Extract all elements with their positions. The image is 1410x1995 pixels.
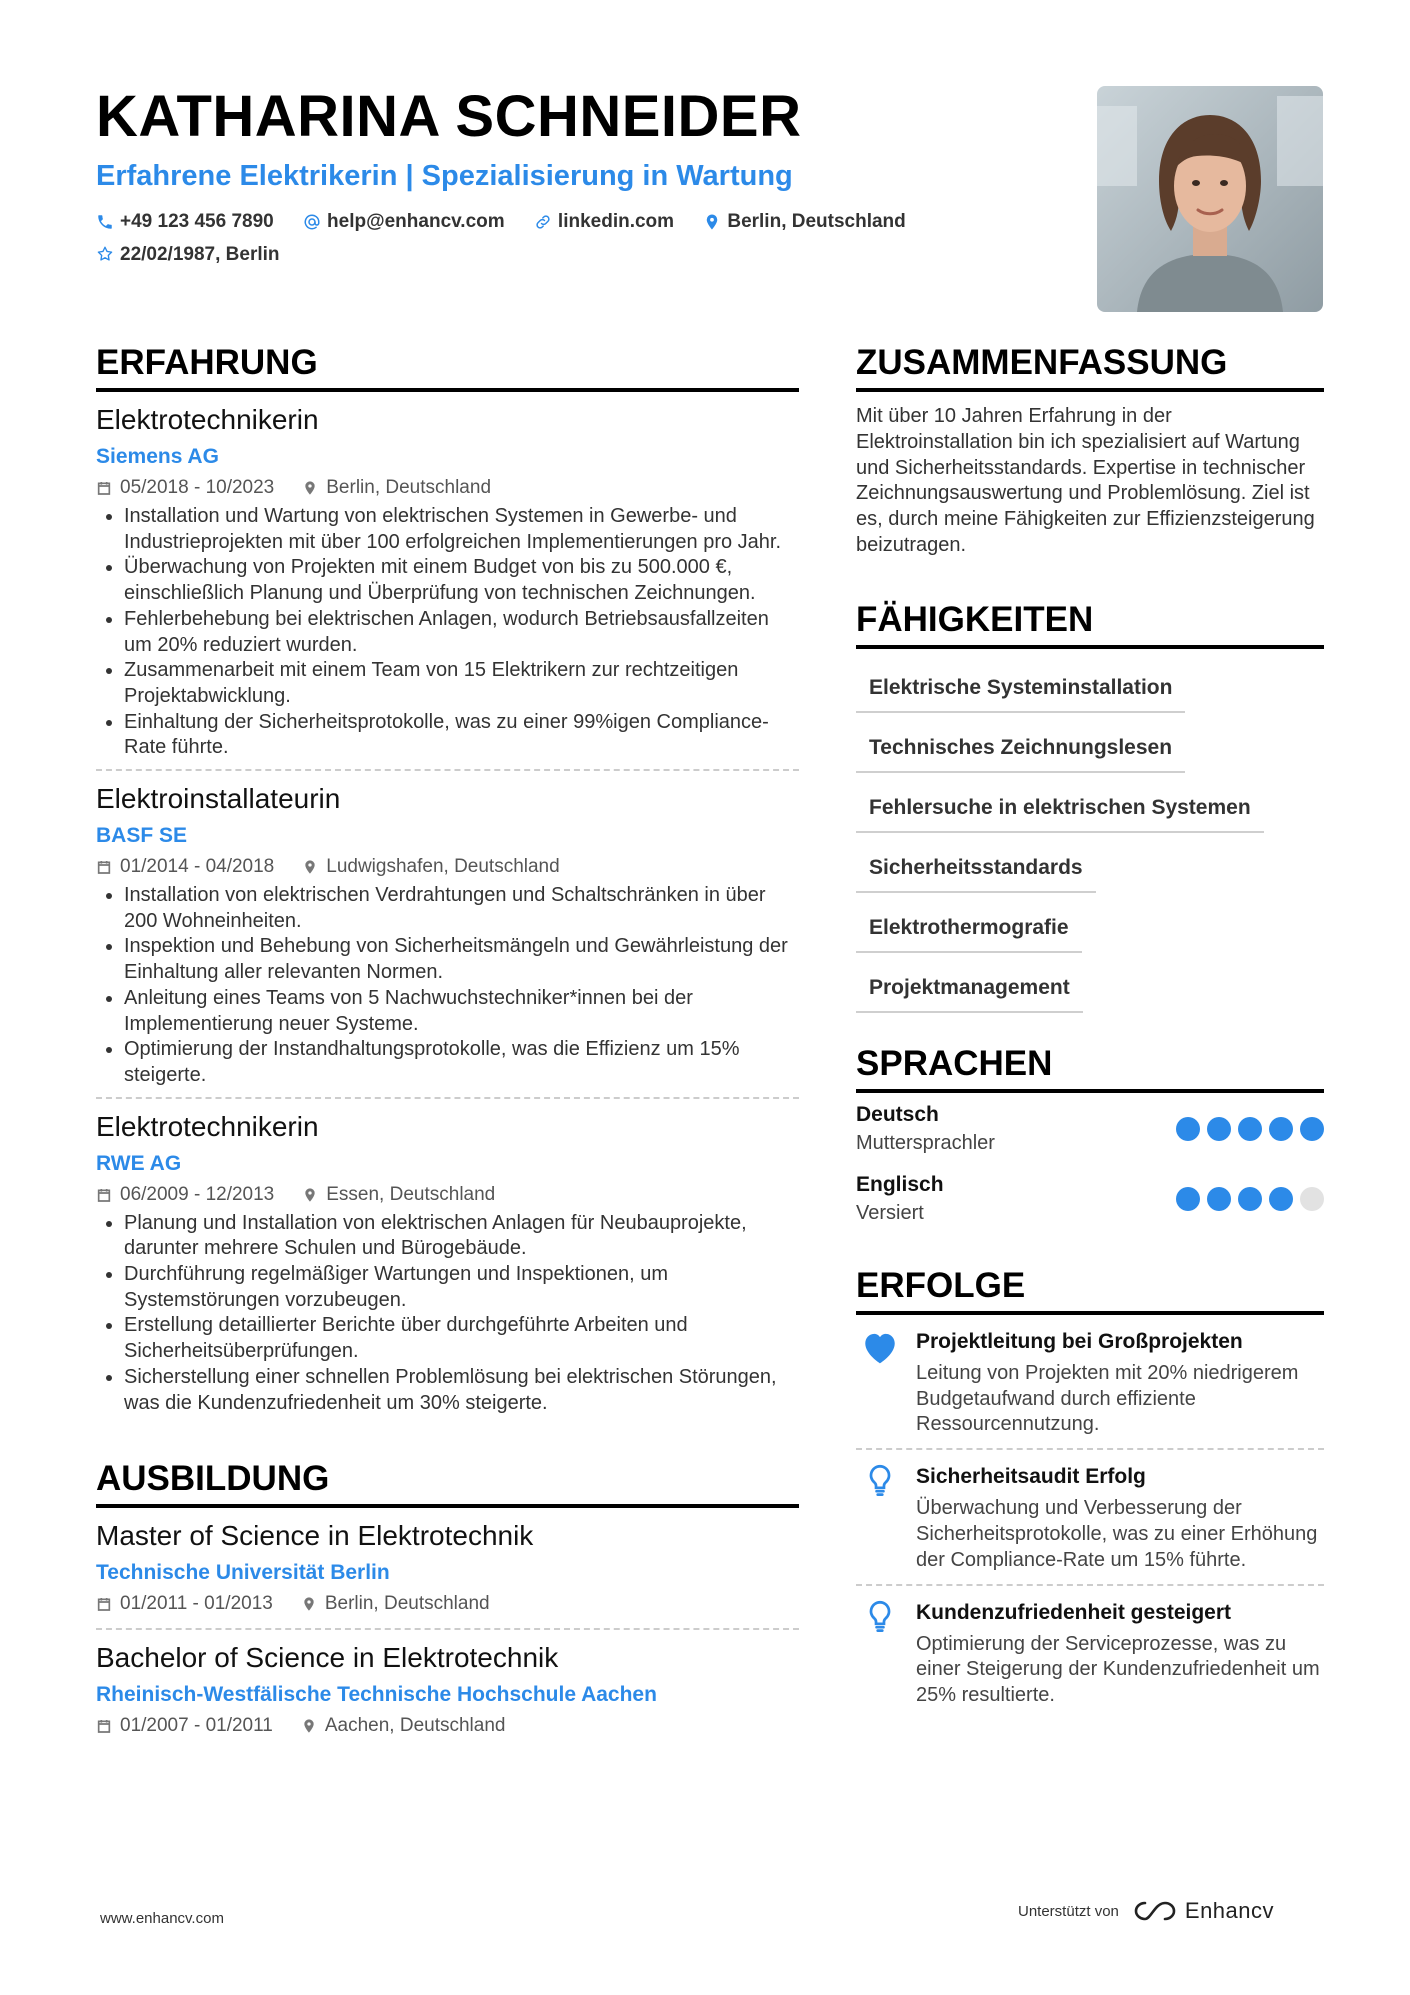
resume-header bbox=[96, 80, 1046, 271]
location-pin-icon bbox=[302, 1187, 318, 1203]
language-item bbox=[856, 1163, 1324, 1233]
job-meta bbox=[96, 853, 799, 881]
calendar-icon bbox=[96, 1718, 112, 1734]
experience-list bbox=[96, 392, 799, 1424]
job-location: Essen, Deutschland bbox=[326, 1183, 496, 1205]
job-location: Berlin, Deutschland bbox=[326, 477, 492, 498]
email-text: help@enhancv.com bbox=[327, 211, 505, 232]
education-heading: AUSBILDUNG bbox=[96, 1454, 799, 1508]
job-title: Elektrotechnikerin bbox=[96, 1110, 319, 1142]
job-company[interactable]: Siemens AG bbox=[96, 445, 219, 468]
achievement-item bbox=[856, 1315, 1324, 1450]
education-dates: 01/2011 - 01/2013 bbox=[120, 1593, 273, 1615]
rating-dot-filled bbox=[1269, 1117, 1293, 1141]
calendar-icon bbox=[96, 1596, 112, 1612]
skill-tag: Elektrothermografie bbox=[856, 907, 1082, 953]
degree-title: Bachelor of Science in Elektrotechnik bbox=[96, 1642, 559, 1674]
job-dates: 05/2018 - 10/2023 bbox=[120, 477, 275, 498]
job-bullet: • Anleitung eines Teams von 5 Nachwuchstechniker*innen bei der Implementierung neuer Systeme. bbox=[124, 986, 799, 1037]
powered-by-label: Unterstützt von bbox=[1018, 1902, 1119, 1920]
location-pin-icon bbox=[301, 1718, 317, 1734]
job-bullet: • Fehlerbehebung bei elektrischen Anlagen, wodurch Betriebsausfallzeiten um 20% reduziert wurden. bbox=[124, 607, 799, 658]
achievement-desc: Optimierung der Serviceprozesse, was zu einer Steigerung der Kundenzufriedenheit um 25% resultierte. bbox=[916, 1632, 1320, 1707]
job-bullet: • Überwachung von Projekten mit einem Budget von bis zu 500.000 €, einschließlich Planung und Überprüfung von technischen Zeichnungen. bbox=[124, 555, 799, 606]
calendar-icon bbox=[96, 859, 112, 875]
language-level: Muttersprachler bbox=[856, 1131, 995, 1154]
skills-heading: FÄHIGKEITEN bbox=[856, 595, 1324, 649]
linkedin-text: linkedin.com bbox=[557, 211, 675, 232]
summary-text: Mit über 10 Jahren Erfahrung in der Elektroinstallation bin ich spezialisiert auf Wartung und Sicherheitsstandards. Expertise in technischer Zeichnungsauswertung und Problemlösung. Ziel ist es, durch meine Fähigkeiten zur Effizienzsteigerung beizutragen. bbox=[856, 405, 1315, 556]
education-meta bbox=[96, 1590, 799, 1618]
job-company[interactable]: BASF SE bbox=[96, 824, 188, 848]
summary-heading: ZUSAMMENFASSUNG bbox=[856, 338, 1324, 392]
rating-dot-filled bbox=[1269, 1187, 1293, 1211]
education-meta bbox=[96, 1712, 799, 1740]
contact-linkedin[interactable] bbox=[534, 208, 674, 235]
job-bullet: • Planung und Installation von elektrischen Anlagen für Neubauprojekte, darunter mehrere Schulen und Bürogebäude. bbox=[124, 1211, 799, 1262]
rating-dot-filled bbox=[1207, 1117, 1231, 1141]
job-dates: 01/2014 - 04/2018 bbox=[120, 856, 275, 878]
candidate-name: KATHARINA SCHNEIDER bbox=[96, 84, 802, 149]
degree-title: Master of Science in Elektrotechnik bbox=[96, 1520, 534, 1552]
right-column bbox=[856, 338, 1324, 1719]
education-list bbox=[96, 1508, 799, 1750]
job-bullet: • Durchführung regelmäßiger Wartungen und Inspektionen, um Systemstörungen vorzubeugen. bbox=[124, 1262, 799, 1313]
job-bullet: • Installation von elektrischen Verdrahtungen und Schaltschränken in über 200 Wohneinheiten. bbox=[124, 883, 799, 934]
skill-tag: Projektmanagement bbox=[856, 967, 1083, 1013]
job-bullets bbox=[96, 883, 799, 1089]
rating-dot-filled bbox=[1238, 1187, 1262, 1211]
rating-dot-filled bbox=[1238, 1117, 1262, 1141]
job-bullet: • Erstellung detaillierter Berichte über durchgeführte Arbeiten und Sicherheitsüberprüfungen. bbox=[124, 1313, 799, 1364]
skill-tag: Sicherheitsstandards bbox=[856, 847, 1096, 893]
achievement-desc: Überwachung und Verbesserung der Sicherheitsprotokolle, was zu einer Erhöhung der Compliance-Rate um 15% führte. bbox=[916, 1497, 1318, 1571]
job-bullet: • Zusammenarbeit mit einem Team von 15 Elektrikern zur rechtzeitigen Projektabwicklung. bbox=[124, 658, 799, 709]
language-name: Deutsch bbox=[856, 1102, 939, 1126]
achievement-title: Kundenzufriedenheit gesteigert bbox=[916, 1600, 1232, 1624]
left-column bbox=[96, 338, 799, 1750]
contact-location bbox=[703, 208, 905, 235]
languages-list bbox=[856, 1093, 1324, 1233]
skill-tag: Elektrische Systeminstallation bbox=[856, 667, 1185, 713]
achievement-title: Projektleitung bei Großprojekten bbox=[916, 1329, 1243, 1353]
job-bullet: • Optimierung der Instandhaltungsprotokolle, was die Effizienz um 15% steigerte. bbox=[124, 1037, 799, 1088]
language-rating bbox=[1169, 1187, 1324, 1211]
heart-icon bbox=[860, 1329, 900, 1365]
achievements-heading: ERFOLGE bbox=[856, 1261, 1324, 1315]
education-location: Berlin, Deutschland bbox=[324, 1593, 490, 1615]
contact-birth bbox=[96, 241, 280, 268]
rating-dot-filled bbox=[1176, 1187, 1200, 1211]
location-text: Berlin, Deutschland bbox=[727, 211, 906, 232]
experience-item bbox=[96, 771, 799, 1099]
contact-info bbox=[96, 208, 1046, 271]
star-icon bbox=[96, 245, 114, 263]
link-icon bbox=[534, 213, 552, 231]
candidate-subtitle: Erfahrene Elektrikerin | Spezialisierung in Wartung bbox=[96, 160, 793, 192]
languages-heading: SPRACHEN bbox=[856, 1039, 1324, 1093]
job-bullet: • Einhaltung der Sicherheitsprotokolle, was zu einer 99%igen Compliance-Rate führte. bbox=[124, 710, 799, 761]
achievement-desc: Leitung von Projekten mit 20% niedrigerem Budgetaufwand durch effiziente Ressourcennutzung. bbox=[916, 1361, 1299, 1436]
education-dates: 01/2007 - 01/2011 bbox=[120, 1715, 273, 1737]
job-dates: 06/2009 - 12/2013 bbox=[120, 1183, 275, 1205]
lightbulb-icon bbox=[866, 1464, 894, 1498]
job-bullet: • Installation und Wartung von elektrischen Systemen in Gewerbe- und Industrieprojekten mit über 100 erfolgreichen Implementierungen pro Jahr. bbox=[124, 504, 799, 555]
education-location: Aachen, Deutschland bbox=[324, 1715, 506, 1737]
brand-name: Enhancv bbox=[1184, 1898, 1275, 1923]
language-rating bbox=[1169, 1117, 1324, 1141]
job-title: Elektrotechnikerin bbox=[96, 404, 319, 435]
achievement-item bbox=[856, 1450, 1324, 1585]
language-level: Versiert bbox=[856, 1201, 924, 1224]
rating-dot-filled bbox=[1300, 1117, 1324, 1141]
enhancv-logo-icon bbox=[1131, 1898, 1179, 1924]
skill-tag: Fehlersuche in elektrischen Systemen bbox=[856, 787, 1264, 833]
calendar-icon bbox=[96, 480, 112, 496]
location-pin-icon bbox=[703, 213, 721, 231]
skills-list bbox=[856, 667, 1324, 1013]
calendar-icon bbox=[96, 1187, 112, 1203]
job-bullets bbox=[96, 1211, 799, 1417]
rating-dot-empty bbox=[1300, 1187, 1324, 1211]
job-location: Ludwigshafen, Deutschland bbox=[326, 856, 560, 878]
phone-text: +49 123 456 7890 bbox=[120, 211, 274, 232]
rating-dot-filled bbox=[1176, 1117, 1200, 1141]
location-pin-icon bbox=[302, 859, 318, 875]
footer-branding[interactable] bbox=[1018, 1898, 1274, 1924]
skill-tag: Technisches Zeichnungslesen bbox=[856, 727, 1185, 773]
birth-text: 22/02/1987, Berlin bbox=[120, 243, 280, 265]
job-company[interactable]: RWE AG bbox=[96, 1151, 182, 1175]
education-item bbox=[96, 1630, 799, 1750]
phone-icon bbox=[96, 213, 114, 231]
job-bullet: • Sicherstellung einer schnellen Problemlösung bei elektrischen Störungen, was die Kundenzufriedenheit um 30% steigerte. bbox=[124, 1365, 799, 1416]
contact-email[interactable] bbox=[303, 208, 505, 235]
location-pin-icon bbox=[301, 1596, 317, 1612]
language-item bbox=[856, 1093, 1324, 1163]
rating-dot-filled bbox=[1207, 1187, 1231, 1211]
portrait-image bbox=[1097, 86, 1323, 312]
achievement-title: Sicherheitsaudit Erfolg bbox=[916, 1465, 1146, 1489]
job-meta bbox=[96, 1181, 799, 1209]
achievements-list bbox=[856, 1315, 1324, 1719]
school-name[interactable]: Rheinisch-Westfälische Technische Hochschule Aachen bbox=[96, 1683, 657, 1707]
at-icon bbox=[303, 213, 321, 231]
location-pin-icon bbox=[302, 480, 318, 496]
experience-heading: ERFAHRUNG bbox=[96, 338, 799, 392]
experience-item bbox=[96, 1099, 799, 1425]
contact-phone[interactable] bbox=[96, 208, 274, 235]
footer-website[interactable]: www.enhancv.com bbox=[100, 1910, 224, 1927]
job-bullets bbox=[96, 504, 799, 761]
job-title: Elektroinstallateurin bbox=[96, 783, 341, 815]
achievement-item bbox=[856, 1586, 1324, 1719]
lightbulb-icon bbox=[866, 1600, 894, 1634]
language-name: Englisch bbox=[856, 1172, 944, 1196]
experience-item bbox=[96, 392, 799, 771]
profile-photo bbox=[1097, 86, 1323, 312]
job-meta bbox=[96, 474, 799, 502]
school-name[interactable]: Technische Universität Berlin bbox=[96, 1561, 390, 1585]
job-bullet: • Inspektion und Behebung von Sicherheitsmängeln und Gewährleistung der Einhaltung aller relevanten Normen. bbox=[124, 934, 799, 985]
education-item bbox=[96, 1508, 799, 1630]
